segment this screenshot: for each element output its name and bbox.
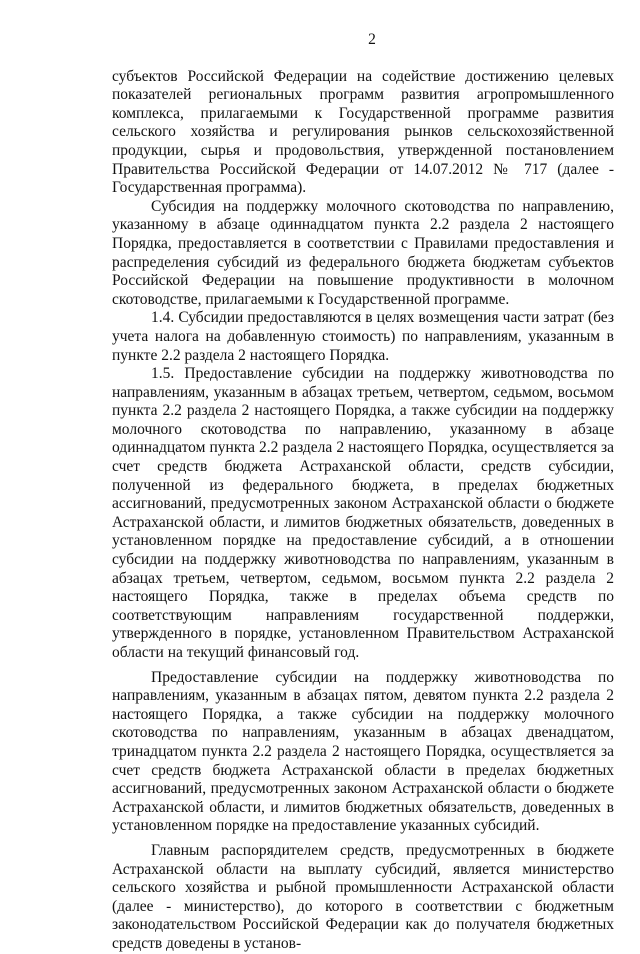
paragraph-1-4: 1.4. Субсидии предоставляются в целях возмещения части затрат (без учета налога на добавленную стоимость) по направлениям, указанным в пункте 2.2 раздела 2 настоящего Порядка. — [112, 309, 614, 364]
paragraph-1-5: 1.5. Предоставление субсидии на поддержку животноводства по направлениям, указанным в абзацах третьем, четвертом, седьмом, восьмом пункта 2.2 раздела 2 настоящего Порядка, а также субсидии на поддержку молочного скотоводства по направлению, указанному в абзаце одиннадцатом пункта 2.2 раздела 2 настоящего Порядка, осуществляется за счет средств бюджета Астраханской области, средств субсидии, полученной из федерального бюджета, в пределах бюджетных ассигнований, предусмотренных законом Астраханской области о бюджете Астраханской области, и лимитов бюджетных обязательств, доведенных в установленном порядке на предоставление субсидий, а в отношении субсидии на поддержку животноводства по направлениям, указанным в абзацах третьем, четвертом, седьмом, восьмом пункта 2.2 раздела 2 настоящего Порядка, также в пределах объема средств по соответствующим направлениям государственной поддержки, утвержденного в порядке, установленном Правительством Астраханской области на текущий финансовый год. — [112, 365, 614, 661]
paragraph-chief-administrator: Главным распорядителем средств, предусмотренных в бюджете Астраханской области на выплату субсидий, является министерство сельского хозяйства и рыбной промышленности Астраханской области (далее - министерство), до которого в соответствии с бюджетным законодательством Российской Федерации как до получателя бюджетных средств доведены в установ- — [112, 841, 614, 952]
paragraph-dairy-subsidy: Субсидия на поддержку молочного скотоводства по направлению, указанному в абзаце одиннадцатом пункта 2.2 раздела 2 настоящего Порядка, предоставляется в соответствии с Правилами предоставления и распределения субсидий из федерального бюджета бюджетам субъектов Российской Федерации на повышение продуктивности в молочном скотоводстве, прилагаемыми к Государственной программе. — [112, 197, 614, 308]
paragraph-continuation: субъектов Российской Федерации на содействие достижению целевых показателей региональных программ развития агропромышленного комплекса, прилагаемыми к Государственной программе развития сельского хозяйства и регулирования рынков сельскохозяйственной продукции, сырья и продовольствия, утвержденной постановлением Правительства Российской Федерации от 14.07.2012 № 717 (далее - Государственная программа). — [112, 67, 614, 197]
paragraph-subsidy-provision: Предоставление субсидии на поддержку животноводства по направлениям, указанным в абзацах пятом, девятом пункта 2.2 раздела 2 настоящего Порядка, а также субсидии на поддержку молочного скотоводства по направлениям, указанным в абзацах двенадцатом, тринадцатом пункта 2.2 раздела 2 настоящего Порядка, осуществляется за счет средств бюджета Астраханской области в пределах бюджетных ассигнований, предусмотренных законом Астраханской области о бюджете Астраханской области, и лимитов бюджетных обязательств, доведенных в установленном порядке на предоставление указанных субсидий. — [112, 668, 614, 835]
page-number: 2 — [368, 31, 376, 48]
